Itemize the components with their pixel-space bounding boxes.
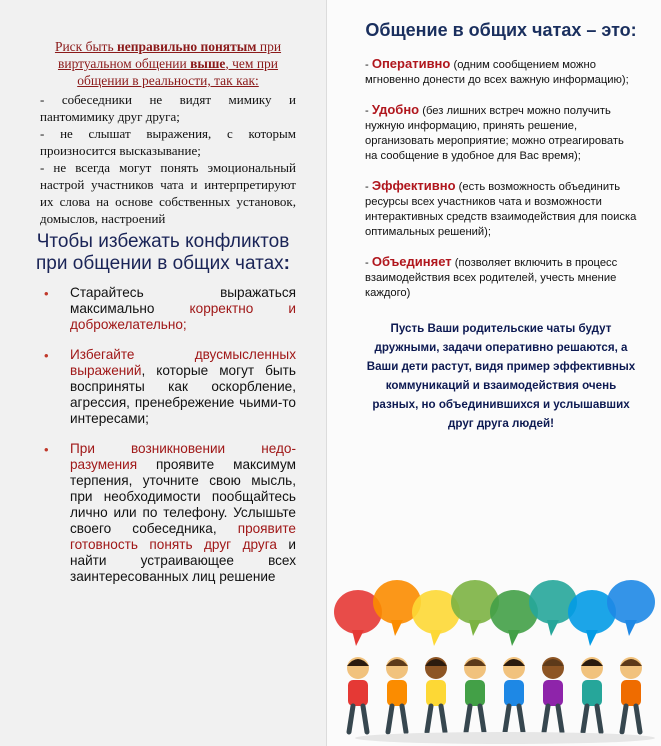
child-body <box>465 680 485 706</box>
risk-list <box>40 91 296 227</box>
speech-bubble-tail <box>469 620 481 636</box>
risk-item: - не слышат выражения, с которым произносится высказывание; <box>40 126 296 158</box>
child-legs <box>388 706 406 732</box>
speech-bubble-tail <box>391 620 403 636</box>
benefit-item: - Удобно (без лишних встреч можно получить нужную информацию, принять решение, организовать мероприятие; можно отреагировать на сообщение в удобное для Вас время); <box>365 102 624 162</box>
children-illustration <box>330 560 661 746</box>
tip-item: • Избегайте двусмысленных выражений, которые могут быть восприняты как оскорбление, агрессия, пренебрежение чьими-то интересами; <box>44 347 296 426</box>
speech-bubble-tail <box>625 620 637 636</box>
child-hair <box>620 659 642 666</box>
child-body <box>504 680 524 706</box>
tips-list <box>40 285 296 585</box>
child-legs <box>427 706 445 732</box>
child-legs <box>349 706 367 732</box>
tip-item: • При возникновении недо-разумения проявите максимум терпения, уточните свою мысль, при необходимости пообщайтесь лично или по телефону. Услышьте своего собеседника, проявите готовность понять друг друга и найти устраивающее всех заинтересованных лиц решение <box>44 441 297 584</box>
child-hair <box>347 659 369 666</box>
speech-bubble-tail <box>586 630 598 646</box>
speech-bubble <box>607 580 655 624</box>
tip-item: • Старайтесь выражаться максимально корректно и доброжелательно; <box>44 285 296 332</box>
risk-item: - собеседники не видят мимику и пантомимику друг друга; <box>40 92 296 124</box>
child-body <box>543 680 563 706</box>
bullet-icon: • <box>44 442 49 457</box>
chat-heading: Общение в общих чатах – это: <box>365 20 637 40</box>
child-hair <box>503 659 525 666</box>
speech-bubble-tail <box>430 630 442 646</box>
bullet-icon: • <box>44 348 49 363</box>
child-hair <box>425 659 447 666</box>
speech-bubble-tail <box>352 630 364 646</box>
child-hair <box>386 659 408 666</box>
benefit-item: - Оперативно (одним сообщением можно мгновенно донести до всех важную информацию); <box>365 56 629 86</box>
risk-title: Риск быть неправильно понятым при виртуальном общении выше, чем при общении в реальности, так как: <box>54 39 282 88</box>
children-figures <box>347 657 642 732</box>
child-legs <box>466 706 484 732</box>
conflict-heading: Чтобы избежать конфликтов при общении в общих чатах: <box>36 231 290 274</box>
child-body <box>621 680 641 706</box>
child-legs <box>622 706 640 732</box>
child-legs <box>544 706 562 732</box>
child-body <box>582 680 602 706</box>
child-legs <box>505 706 523 732</box>
child-hair <box>542 659 564 666</box>
child-hair <box>464 659 486 666</box>
left-panel <box>0 0 326 746</box>
ground-shadow <box>355 732 655 744</box>
risk-item: - не всегда могут понять эмоциональный настрой участников чата и интерпретируют их слова на основе собственных установок, домыслов, настроений <box>40 160 296 226</box>
child-body <box>348 680 368 706</box>
benefit-item: - Объединяет (позволяет включить в процесс взаимодействия всех родителей, учесть мнение каждого) <box>365 254 618 299</box>
child-body <box>426 680 446 706</box>
closing-message: Пусть Ваши родительские чаты будут дружными, задачи оперативно решаются, а Ваши дети растут, видя пример эффективных коммуникаций и взаимодействия очень разных, но объединившихся и услышавших друг друга людей! <box>366 322 636 430</box>
child-legs <box>583 706 601 732</box>
speech-bubbles <box>334 580 655 646</box>
speech-bubble-tail <box>508 630 520 646</box>
bullet-icon: • <box>44 286 49 301</box>
child-hair <box>581 659 603 666</box>
child-body <box>387 680 407 706</box>
benefit-item: - Эффективно (есть возможность объединить ресурсы всех участников чата и возможности интерактивных средств взаимодействия для поиска оптимальных решений); <box>365 178 637 238</box>
speech-bubble-tail <box>547 620 559 636</box>
